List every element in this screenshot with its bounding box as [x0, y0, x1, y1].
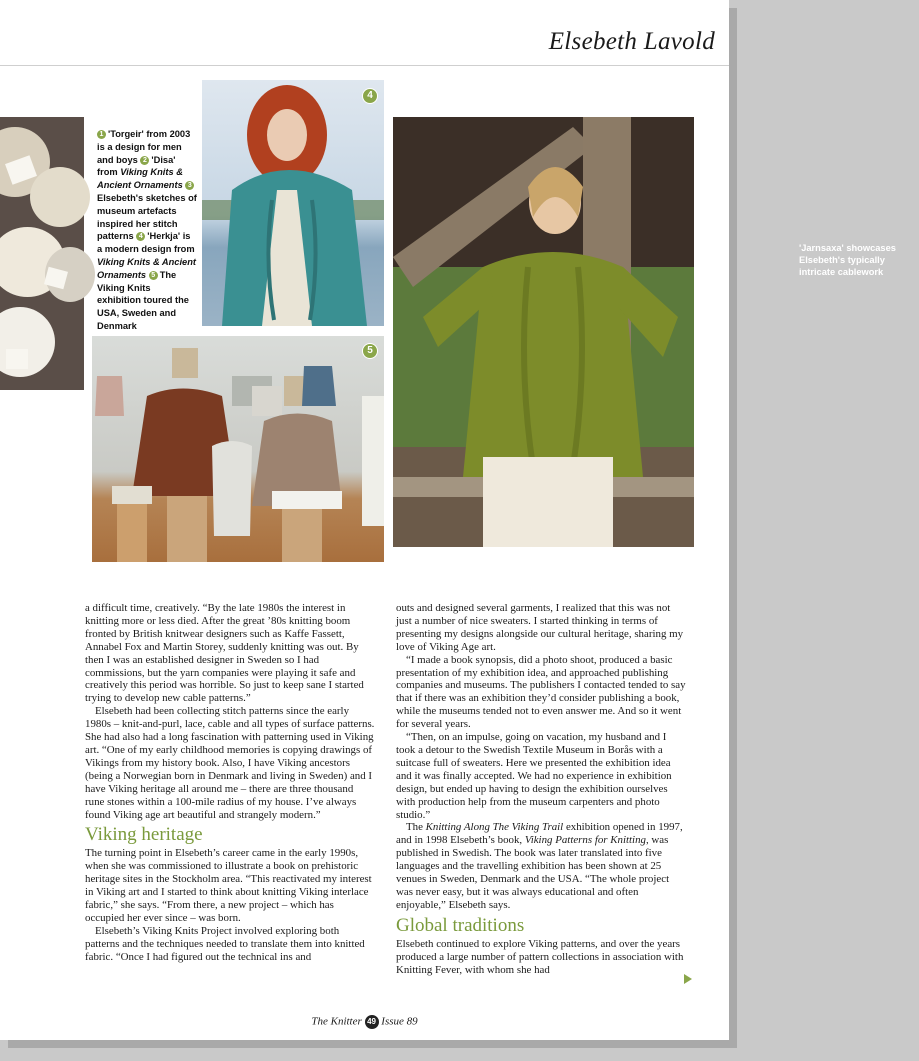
continue-arrow-icon: [684, 974, 692, 984]
article-column-2: [396, 602, 686, 976]
body-paragraph: a difficult time, creatively. “By the late 1980s the interest in knitting more or less died. After the great ’80s knitting boom fronted by British knitwear designers such as Kaffe Fassett, Annabel Fox and Martin Storey, suddenly knitting was out. By then I was an established designer in Sweden so I had commissions, but the yarn companies were playing it safe and creatively this period was horrible. So just to keep sane I started trying to develop new cable patterns.”: [85, 602, 364, 705]
body-text: exhibition opened in 1997, and in 1998 Elsebeth’s book,: [396, 821, 683, 847]
caption-text: 'Herkja' is a modern design from: [97, 231, 195, 255]
body-paragraph: [396, 821, 686, 911]
body-paragraph: outs and designed several garments, I realized that this was not just a number of nice sweaters. I started thinking in terms of presenting my designs alongside our cultural heritage, sharing my love of Viking Age art.: [396, 602, 684, 653]
caption-number: 2: [140, 156, 149, 165]
herkja-cardigan-photo: [202, 80, 384, 326]
caption-number: 3: [185, 181, 194, 190]
jarnsaxa-illustration: [393, 117, 694, 547]
body-paragraph: “I made a book synopsis, did a photo shoot, produced a basic presentation of my exhibition idea, and approached publishing companies and museums. The publishers I contacted tended to say that if there was an exhibition they’d consider publishing a book, while the museums tended not to even answer me. And so it went for several years.: [396, 653, 686, 731]
herkja-illustration: [202, 80, 384, 326]
caption-number: 5: [149, 271, 158, 280]
caption-number: 4: [136, 232, 145, 241]
author-header: Elsebeth Lavold: [548, 28, 715, 55]
photo-number-badge: 4: [362, 88, 378, 104]
photo-caption-right: 'Jarnsaxa' showcases Elsebeth's typically intricate cablework: [799, 243, 896, 278]
exhibition-illustration: [92, 336, 384, 562]
header-rule: [0, 65, 729, 66]
exhibition-title: Knitting Along The Viking Trail: [425, 821, 564, 834]
body-text: The: [406, 821, 426, 834]
page-edge-shadow: [729, 8, 737, 1048]
caption-text: The Viking Knits exhibition toured the USA, Sweden and Denmark: [97, 269, 189, 331]
caption-number: 1: [97, 130, 106, 139]
page-footer: [0, 1015, 729, 1029]
body-paragraph: The turning point in Elsebeth’s career came in the early 1990s, when she was commissioned to illustrate a book on prehistoric heritage sites in the Stockholm area. “This reactivated my interest in Viking art and I started to think about knitting Viking interlace fabric,” she says. “From there, a new project – which has occupied her ever since – was born.: [85, 847, 372, 924]
body-paragraph: “Then, on an impulse, going on vacation, my husband and I took a detour to the Swedish Textile Museum in Borås with a suitcase full of sweaters. Here we presented the exhibition idea and it was finally accepted. We had no experience in exhibition design, but ended up having to design the exhibition ourselves with production help from the museum carpenters and photo studio.”: [396, 731, 672, 821]
body-paragraph: Elsebeth’s Viking Knits Project involved exploring both patterns and the techniques needed to translate them into knitted fabric. “Once I had figured out the technical ins and: [85, 924, 365, 963]
photo-number-badge: 5: [362, 343, 378, 359]
caption-text: Elsebeth's sketches of museum artefacts inspired her stitch patterns: [97, 192, 197, 242]
article-column-1: [85, 602, 375, 964]
page-edge-shadow: [8, 1040, 737, 1048]
section-heading: Global traditions: [396, 914, 525, 936]
caption-book-title: Viking Knits & Ancient Ornaments: [97, 256, 197, 280]
exhibition-photo: [92, 336, 384, 562]
caption-text: 'Disa' from: [97, 154, 176, 178]
page-number: 49: [365, 1015, 379, 1029]
caption-text: 'Torgeir' from 2003 is a design for men and boys: [97, 129, 191, 165]
issue-number: Issue 89: [381, 1015, 418, 1028]
body-paragraph: Elsebeth continued to explore Viking patterns, and over the years produced a large number of pattern collections in association with Knitting Fever, with whom she had: [396, 937, 684, 976]
body-text: , was published in Swedish. The book was later translated into five languages and the travelling exhibition has been shown at 25 venues in Sweden, Denmark and the USA. “The whole project was never easy, but it was always educational and often enjoyable,” Elsebeth says.: [396, 834, 670, 911]
body-paragraph: Elsebeth had been collecting stitch patterns since the early 1980s – knit-and-purl, lace, cable and all types of surface patterns. She had also had a long fascination with patterning used in Viking art. “One of my early childhood memories is copying drawings of Vikings from my history book. Also, I have Viking ancestors (being a Norwegian born in Denmark and living in Sweden) and I have Viking heritage all around me – there are three thousand rune stones within a 100-mile radius of my house. I’ve always found Viking age art beautiful and strangely modern.”: [85, 705, 375, 821]
caption-book-title: Viking Knits & Ancient Ornaments: [97, 167, 183, 191]
yarn-photo: [0, 117, 84, 390]
section-heading: Viking heritage: [85, 824, 203, 846]
photo-captions-left: [97, 128, 197, 333]
book-title: Viking Patterns for Knitting: [524, 834, 646, 847]
magazine-name: The Knitter: [311, 1015, 362, 1028]
jarnsaxa-sweater-photo: [393, 117, 896, 547]
